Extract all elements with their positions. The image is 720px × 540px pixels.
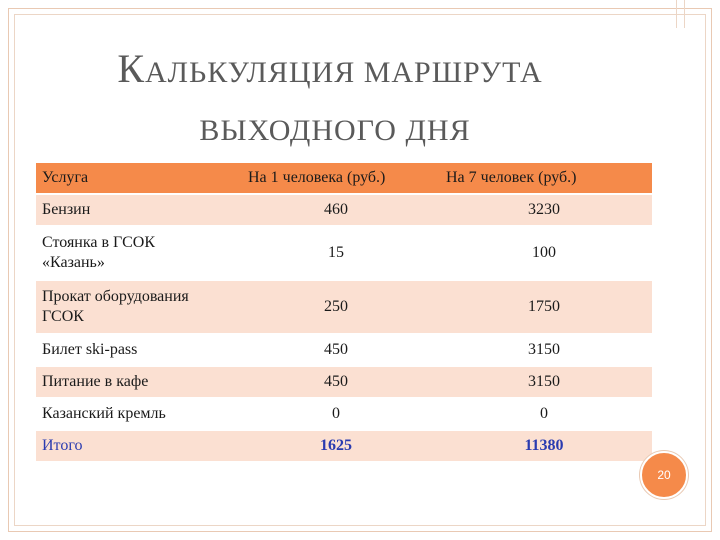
table-row — [36, 227, 652, 281]
cell-service: Казанский кремль — [36, 399, 236, 431]
cell-total-per-seven: 11380 — [436, 431, 652, 463]
cell-per-one: 250 — [236, 281, 436, 335]
cell-service: Бензин — [36, 195, 236, 227]
corner-decoration — [676, 0, 677, 28]
cell-per-one: 15 — [236, 227, 436, 281]
table-header-row — [36, 163, 652, 195]
cell-service: Питание в кафе — [36, 367, 236, 399]
corner-decoration — [684, 0, 685, 28]
cell-service: Стоянка в ГСОК «Казань» — [36, 227, 236, 281]
cell-total-per-one: 1625 — [236, 431, 436, 463]
cell-per-seven: 100 — [436, 227, 652, 281]
page-number-badge: 20 — [640, 451, 688, 499]
table-row — [36, 367, 652, 399]
table-row — [36, 281, 652, 335]
title-line-1 — [0, 40, 660, 102]
title-line-1-text: АЛЬКУЛЯЦИЯ МАРШРУТА — [145, 56, 543, 89]
header-service: Услуга — [36, 163, 236, 195]
cost-table — [36, 163, 652, 463]
cell-service: Билет ski-pass — [36, 335, 236, 367]
table-row — [36, 335, 652, 367]
table-row — [36, 195, 652, 227]
table-total-row — [36, 431, 652, 463]
cell-per-one: 450 — [236, 367, 436, 399]
title-initial: К — [117, 46, 145, 91]
cell-service: Прокат оборудования ГСОК — [36, 281, 236, 335]
cell-per-seven: 1750 — [436, 281, 652, 335]
table-row — [36, 399, 652, 431]
cell-per-one: 450 — [236, 335, 436, 367]
cell-per-seven: 3150 — [436, 367, 652, 399]
header-per-one: На 1 человека (руб.) — [236, 163, 436, 195]
slide-title — [0, 40, 660, 160]
cell-total-label: Итого — [36, 431, 236, 463]
cell-per-seven: 0 — [436, 399, 652, 431]
cell-per-seven: 3150 — [436, 335, 652, 367]
title-line-2: ВЫХОДНОГО ДНЯ — [199, 114, 471, 147]
header-per-seven: На 7 человек (руб.) — [436, 163, 652, 195]
cell-per-seven: 3230 — [436, 195, 652, 227]
cell-per-one: 460 — [236, 195, 436, 227]
cell-per-one: 0 — [236, 399, 436, 431]
